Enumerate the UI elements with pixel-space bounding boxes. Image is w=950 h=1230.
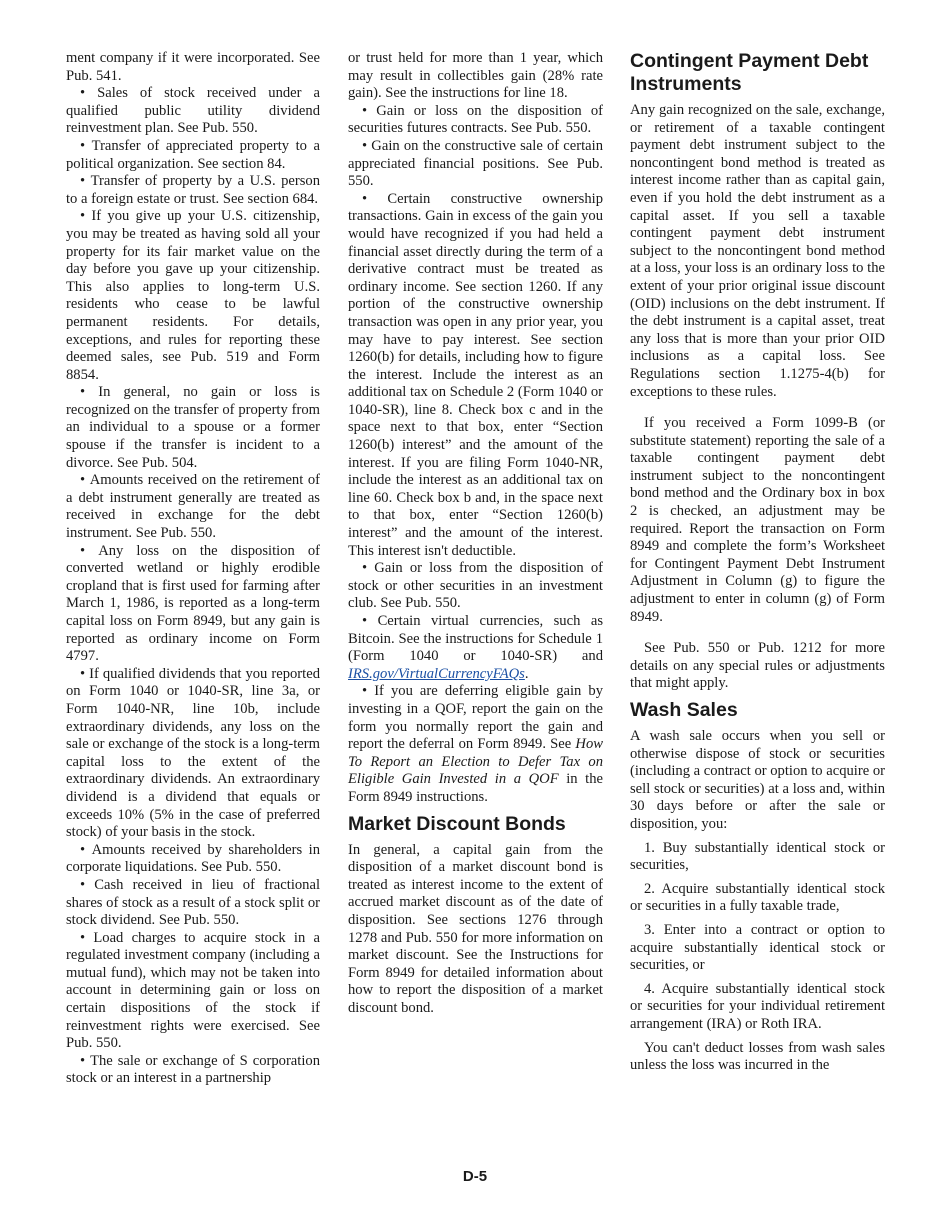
market-discount-bonds-heading: Market Discount Bonds xyxy=(348,812,566,835)
bullet-item: • In general, no gain or loss is recognized on the transfer of property from an individual to a spouse or a former spouse if the transfer is incident to a divorce. See Pub. 504. xyxy=(66,384,320,472)
numbered-item: 1. Buy substantially identical stock or securities, xyxy=(630,839,885,874)
bullet-text: Certain virtual currencies, such as Bitcoin. See the instructions for Schedule 1 (Form 1040 or 1040-SR) and xyxy=(348,613,603,665)
column-1 xyxy=(66,50,320,1088)
bullet-item: • Transfer of appreciated property to a political organization. See section 84. xyxy=(66,138,320,173)
paragraph: Any gain recognized on the sale, exchange, or retirement of a taxable contingent payment debt instrument subject to the noncontingent bond method is treated as interest income rather than as capital gain, even if you hold the debt instrument as a capital asset. If you sell a taxable contingent payment debt instrument subject to the noncontingent bond method at a loss, your loss is an ordinary loss to the extent of your prior original issue discount (OID) inclusions on the debt instrument. If the debt instrument is a capital asset, treat any loss that is more than your prior OID inclusions as a capital loss. See Regulations section 1.1275-4(b) for exceptions to these rules. xyxy=(630,102,885,400)
bullet-item: • Amounts received on the retirement of a debt instrument generally are treated as received in exchange for the debt instrument. See Pub. 550. xyxy=(66,472,320,542)
bullet-item-qof xyxy=(348,683,603,806)
numbered-item: 4. Acquire substantially identical stock or securities for your individual retirement arrangement (IRA) or Roth IRA. xyxy=(630,980,885,1032)
bullet-item: • Gain or loss on the disposition of securities futures contracts. See Pub. 550. xyxy=(348,103,603,138)
numbered-item: 3. Enter into a contract or option to acquire substantially identical stock or securities, or xyxy=(630,921,885,974)
bullet-item: • If qualified dividends that you reported on Form 1040 or 1040-SR, line 3a, or Form 1040-NR, line 10b, include extraordinary dividends, any loss on the sale or exchange of the stock is a long-term capital loss to the extent of the extraordinary dividends. An extraordinary dividend is a dividend that equals or exceeds 10% (5% in the case of preferred stock) of your basis in the stock. xyxy=(66,666,320,842)
paragraph: or trust held for more than 1 year, which may result in collectibles gain (28% rate gain). See the instructions for line 18. xyxy=(348,50,603,102)
virtual-currency-faq-link[interactable]: IRS.gov/VirtualCurrencyFAQs xyxy=(348,665,525,682)
column-2 xyxy=(348,50,603,1017)
bullet-item-virtual-currency xyxy=(348,613,603,683)
bullet-item: • Sales of stock received under a qualified public utility dividend reinvestment plan. See Pub. 550. xyxy=(66,85,320,138)
bullet-item: • Cash received in lieu of fractional shares of stock as a result of a stock split or stock dividend. See Pub. 550. xyxy=(66,877,320,930)
numbered-item: 2. Acquire substantially identical stock or securities in a fully taxable trade, xyxy=(630,880,885,915)
bullet-text-end: in the Form 8949 instructions. xyxy=(348,771,603,805)
bullet-item: • Transfer of property by a U.S. person to a foreign estate or trust. See section 684. xyxy=(66,173,320,208)
paragraph: A wash sale occurs when you sell or otherwise dispose of stock or securities (including a contract or option to acquire or sell stock or securities) at a loss and, within 30 days before or after the sale or disposition, you: xyxy=(630,728,885,832)
period: . xyxy=(524,665,529,682)
bullet-item: • Gain or loss from the disposition of stock or other securities in an investment club. See Pub. 550. xyxy=(348,560,603,613)
column-3 xyxy=(630,50,885,1075)
bullet-item: • Any loss on the disposition of converted wetland or highly erodible cropland that is first used for farming after March 1, 1986, is reported as a long-term capital loss on Form 8949, but any gain is reported as ordinary income on Form 4797. xyxy=(66,543,320,666)
bullet-item: • Gain on the constructive sale of certain appreciated financial positions. See Pub. 550. xyxy=(348,138,603,191)
bullet-item: • If you give up your U.S. citizenship, you may be treated as having sold all your property for its fair market value on the day before you gave up your citizenship. This also applies to long-term U.S. residents who cease to be lawful permanent residents. For details, exceptions, and rules for reporting these deemed sales, see Pub. 519 and Form 8854. xyxy=(66,208,320,384)
paragraph: If you received a Form 1099-B (or substitute statement) reporting the sale of a taxable contingent payment debt instrument subject to the noncontingent bond method and the Ordinary box in box 2 is checked, an adjustment may be required. Report the transaction on Form 8949 and complete the form’s Worksheet for Contingent Payment Debt Instrument Adjustment in Column (g) to figure the adjustment to enter in column (g) of Form 8949. xyxy=(630,415,885,625)
bullet-text: If you are deferring eligible gain by investing in a QOF, report the gain on the form you normally report the gain and report the deferral on Form 8949. See xyxy=(348,683,603,753)
bullet-item: • Amounts received by shareholders in corporate liquidations. See Pub. 550. xyxy=(66,842,320,877)
contingent-payment-heading: Contingent Payment Debt Instruments xyxy=(630,50,869,95)
bullet-item: • Certain constructive ownership transactions. Gain in excess of the gain you would have recognized if you had held a financial asset directly during the term of a derivative contract must be treated as ordinary income. See section 1260. If any portion of the constructive ownership transaction was open in any prior year, you may have to pay interest. See section 1260(b) for details, including how to figure the interest. Include the interest as an additional tax on Schedule 2 (Form 1040 or 1040-SR), line 8. Check box c and in the space next to that box, enter “Section 1260(b) interest” and the amount of the interest. If you are filing Form 1040-NR, include the interest as an additional tax on line 60. Check box b and, in the space next to that box, enter “Section 1260(b) interest” and the amount of the interest. This interest isn't deductible. xyxy=(348,191,603,560)
wash-sales-heading: Wash Sales xyxy=(630,699,738,721)
bullet-item: • Load charges to acquire stock in a regulated investment company (including a mutual fund), which may not be taken into account in determining gain or loss on certain dispositions of the stock if reinvestment rights were exercised. See Pub. 550. xyxy=(66,930,320,1053)
paragraph: See Pub. 550 or Pub. 1212 for more details on any special rules or adjustments that might apply. xyxy=(630,640,885,692)
paragraph: ment company if it were incorporated. See Pub. 541. xyxy=(66,50,320,84)
paragraph: You can't deduct losses from wash sales unless the loss was incurred in the xyxy=(630,1039,885,1074)
qof-reference-italic: How To Report an Election to Defer Tax on Eligible Gain Invested in a QOF xyxy=(348,736,603,788)
market-discount-paragraph: In general, a capital gain from the disposition of a market discount bond is treated as interest income to the extent of accrued market discount as of the date of disposition. See sections 1276 through 1278 and Pub. 550 for more information on market discount. See the Instructions for Form 8949 for detailed information about how to report the disposition of a market discount bond. xyxy=(348,841,603,1016)
page-number: D-5 xyxy=(462,1168,488,1185)
bullet-item: • The sale or exchange of S corporation stock or an interest in a partnership xyxy=(66,1053,320,1088)
